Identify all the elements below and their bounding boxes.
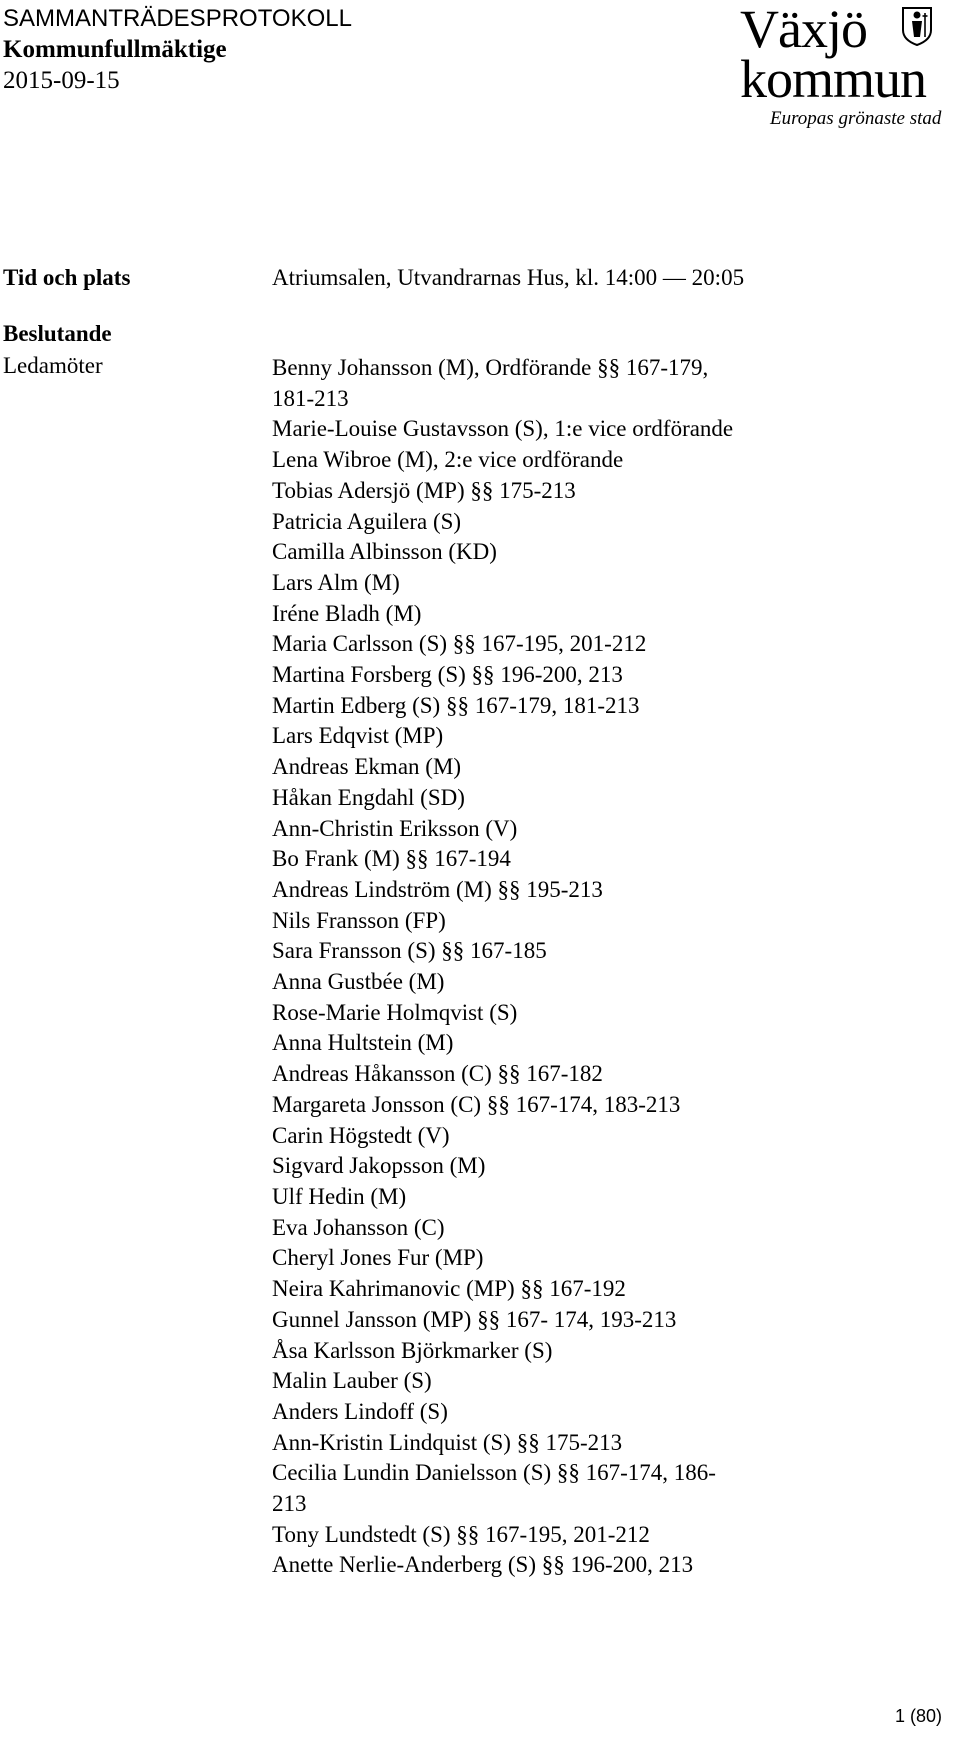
list-item: Cecilia Lundin Danielsson (S) §§ 167-174, 186- [272,1460,716,1486]
list-item: Anders Lindoff (S) [272,1398,448,1424]
list-item: Lars Alm (M) [272,569,400,595]
list-item: Gunnel Jansson (MP) §§ 167- 174, 193-213 [272,1306,677,1332]
list-item: Sara Fransson (S) §§ 167-185 [272,938,547,964]
members-label: Ledamöter [3,353,103,378]
committee-name: Kommunfullmäktige [3,36,227,63]
list-item: Carin Högstedt (V) [272,1122,450,1148]
list-item: Neira Kahrimanovic (MP) §§ 167-192 [272,1276,626,1302]
list-item: Anna Gustbée (M) [272,969,445,995]
list-item: Håkan Engdahl (SD) [272,784,465,810]
page-number: 1 (80) [894,1706,942,1726]
list-item: Nils Fransson (FP) [272,907,446,933]
meeting-date: 2015-09-15 [3,67,120,94]
list-item: Andreas Ekman (M) [272,754,462,780]
list-item: Sigvard Jakopsson (M) [272,1153,486,1179]
list-item: Anette Nerlie-Anderberg (S) §§ 196-200, 213 [272,1552,694,1578]
logo-word-vaxjo: Växjö [740,0,867,59]
list-item: 181-213 [272,385,349,411]
list-item: Rose-Marie Holmqvist (S) [272,999,518,1025]
list-item: Bo Frank (M) §§ 167-194 [272,846,511,872]
list-item: Malin Lauber (S) [272,1368,432,1394]
list-item: Martin Edberg (S) §§ 167-179, 181-213 [272,692,640,718]
vaxjo-kommun-logo [740,2,960,138]
list-item: Åsa Karlsson Björkmarker (S) [272,1337,553,1363]
list-item: Martina Forsberg (S) §§ 196-200, 213 [272,662,623,688]
document-header [3,4,352,96]
list-item: Margareta Jonsson (C) §§ 167-174, 183-213 [272,1091,681,1117]
list-item: Iréne Bladh (M) [272,600,422,626]
list-item: Ann-Christin Eriksson (V) [272,815,518,841]
time-place-label: Tid och plats [3,265,131,290]
logo-tagline: Europas grönaste stad [770,108,942,129]
list-item: Anna Hultstein (M) [272,1030,454,1056]
logo-word-kommun: kommun [740,49,927,109]
list-item: Eva Johansson (C) [272,1214,445,1240]
list-item: Andreas Håkansson (C) §§ 167-182 [272,1061,603,1087]
list-item: Lars Edqvist (MP) [272,723,444,749]
list-item: Ann-Kristin Lindquist (S) §§ 175-213 [272,1429,623,1455]
list-item: Andreas Lindström (M) §§ 195-213 [272,876,603,902]
list-item: Maria Carlsson (S) §§ 167-195, 201-212 [272,631,647,657]
decision-makers-heading: Beslutande [3,321,112,346]
list-item: Patricia Aguilera (S) [272,508,462,534]
list-item: Camilla Albinsson (KD) [272,539,497,565]
list-item: Tobias Adersjö (MP) §§ 175-213 [272,477,576,503]
time-place-value: Atriumsalen, Utvandrarnas Hus, kl. 14:00 — 20:05 [272,265,745,290]
member-list [272,353,733,1581]
list-item: Cheryl Jones Fur (MP) [272,1245,484,1271]
list-item: Lena Wibroe (M), 2:e vice ordförande [272,447,624,473]
document-type: SAMMANTRÄDESPROTOKOLL [3,5,352,32]
list-item: Benny Johansson (M), Ordförande §§ 167-179, [272,355,709,380]
list-item: Ulf Hedin (M) [272,1183,407,1209]
municipal-seal-icon [900,4,934,46]
list-item: Marie-Louise Gustavsson (S), 1:e vice ordförande [272,416,734,442]
list-item: Tony Lundstedt (S) §§ 167-195, 201-212 [272,1521,650,1547]
list-item: 213 [272,1491,307,1517]
